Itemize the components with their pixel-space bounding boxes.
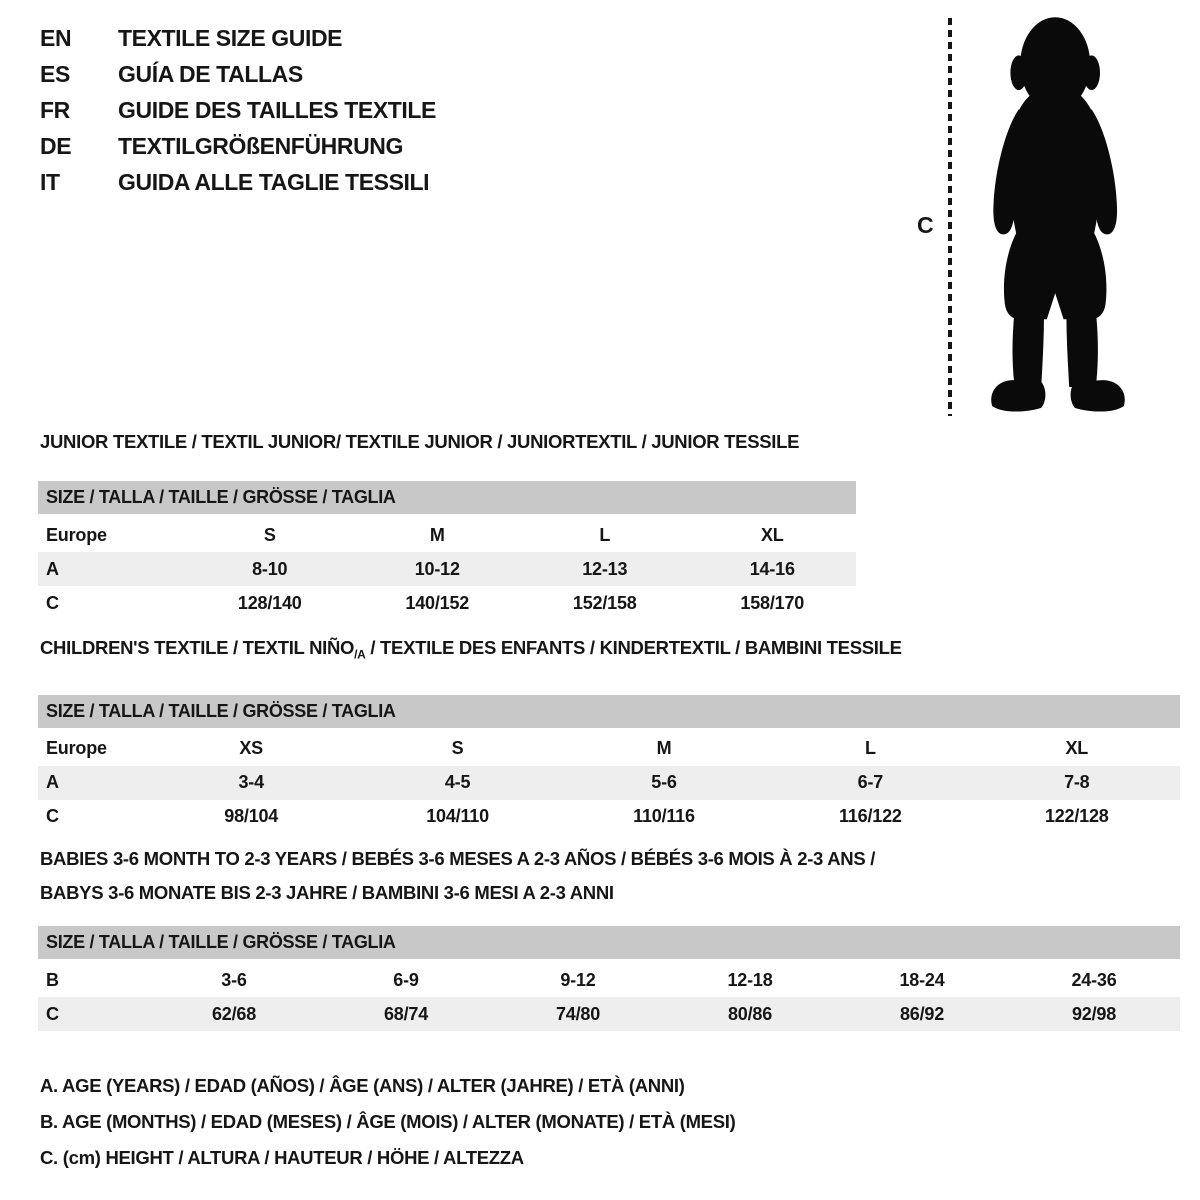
table-row [38, 516, 856, 552]
note-line-c: C. (cm) HEIGHT / ALTURA / HAUTEUR / HÖHE / ALTEZZA [40, 1147, 524, 1168]
table-cell: L [864, 738, 876, 759]
row-label: C [46, 1003, 59, 1024]
table-cell: 18-24 [899, 969, 945, 990]
table-cell: 10-12 [414, 558, 460, 579]
legend-notes [40, 1068, 735, 1176]
section-title [40, 636, 1180, 667]
language-code: IT [40, 168, 60, 195]
table-cell: 8-10 [252, 558, 288, 579]
table-cell: XL [1065, 738, 1089, 759]
section-title [40, 842, 1180, 910]
table-cell: 68/74 [383, 1003, 429, 1024]
language-title: TEXTILGRÖßENFÜHRUNG [118, 132, 403, 159]
height-measure-line [948, 18, 952, 416]
table-cell: S [263, 524, 276, 545]
table-cell: 74/80 [555, 1003, 601, 1024]
row-label: A [46, 772, 59, 793]
table-cell: 122/128 [1044, 806, 1109, 827]
language-code: DE [40, 132, 72, 159]
row-label: C [46, 806, 59, 827]
table-row [38, 766, 1180, 800]
table-row [38, 961, 1180, 997]
table-row [38, 730, 1180, 766]
language-row-en [40, 20, 436, 56]
title-text: CHILDREN'S TEXTILE / TEXTIL NIÑO [40, 637, 355, 658]
table-cell: 92/98 [1071, 1003, 1117, 1024]
table-cell: 116/122 [839, 806, 902, 827]
title-text: / TEXTILE DES ENFANTS / KINDERTEXTIL / BAMBINI TESSILE [365, 637, 902, 658]
note-line-b: B. AGE (MONTHS) / EDAD (MESES) / ÂGE (MOIS) / ALTER (MONATE) / ETÀ (MESI) [40, 1111, 736, 1132]
junior-size-table [38, 481, 856, 620]
table-cell: 9-12 [560, 969, 596, 990]
children-size-table [38, 695, 1180, 834]
table-cell: 80/86 [727, 1003, 773, 1024]
language-code: FR [40, 96, 70, 123]
language-code: EN [40, 24, 72, 51]
table-cell: 12-13 [582, 558, 628, 579]
table-cell: 62/68 [211, 1003, 257, 1024]
size-header-bar: SIZE / TALLA / TAILLE / GRÖSSE / TAGLIA [38, 695, 1180, 730]
table-cell: S [451, 738, 464, 759]
section-junior-textile [38, 430, 856, 620]
baby-silhouette-icon [967, 12, 1149, 420]
babies-size-table [38, 926, 1180, 1031]
table-cell: 24-36 [1071, 969, 1117, 990]
table-cell: 140/152 [405, 592, 470, 613]
language-row-es [40, 56, 436, 92]
language-row-de [40, 128, 436, 164]
table-cell: M [429, 524, 445, 545]
language-title: TEXTILE SIZE GUIDE [118, 24, 343, 51]
table-cell: 3-6 [221, 969, 247, 990]
table-cell: 110/116 [633, 806, 695, 827]
row-label: C [46, 592, 59, 613]
language-title: GUIDA ALLE TAGLIE TESSILI [118, 168, 430, 195]
table-cell: 12-18 [727, 969, 773, 990]
row-label: Europe [46, 738, 107, 759]
table-cell: 158/170 [740, 592, 805, 613]
language-row-fr [40, 92, 436, 128]
table-cell: 104/110 [426, 806, 489, 827]
height-figure [905, 10, 1165, 425]
size-header-bar: SIZE / TALLA / TAILLE / GRÖSSE / TAGLIA [38, 926, 1180, 961]
table-cell: 14-16 [749, 558, 795, 579]
language-title: GUIDE DES TAILLES TEXTILE [118, 96, 436, 123]
table-row [38, 800, 1180, 834]
table-cell: XL [760, 524, 784, 545]
table-cell: 6-7 [857, 772, 884, 793]
row-label: A [46, 558, 59, 579]
note-line-a: A. AGE (YEARS) / EDAD (AÑOS) / ÂGE (ANS) / ALTER (JAHRE) / ETÀ (ANNI) [40, 1075, 685, 1096]
title-subscript: /A [354, 647, 366, 662]
title-line: BABYS 3-6 MONATE BIS 2-3 JAHRE / BAMBINI 3-6 MESI A 2-3 ANNI [40, 882, 614, 903]
table-cell: 152/158 [572, 592, 637, 613]
table-cell: L [599, 524, 611, 545]
table-row [38, 552, 856, 586]
table-cell: 128/140 [237, 592, 302, 613]
title-line: BABIES 3-6 MONTH TO 2-3 YEARS / BEBÉS 3-6 MESES A 2-3 AÑOS / BÉBÉS 3-6 MOIS À 2-3 ANS / [40, 848, 876, 869]
table-cell: 4-5 [444, 772, 471, 793]
language-code: ES [40, 60, 70, 87]
table-cell: M [656, 738, 672, 759]
table-cell: 3-4 [238, 772, 264, 793]
language-header [40, 20, 436, 200]
height-measure-label: C [917, 212, 934, 238]
row-label: Europe [46, 524, 107, 545]
table-row [38, 586, 856, 620]
table-cell: 5-6 [651, 772, 677, 793]
table-cell: 7-8 [1064, 772, 1090, 793]
size-header-bar: SIZE / TALLA / TAILLE / GRÖSSE / TAGLIA [38, 481, 856, 516]
row-label: B [46, 969, 59, 990]
table-cell: 98/104 [224, 806, 279, 827]
language-row-it [40, 164, 436, 200]
table-row [38, 997, 1180, 1031]
section-children-textile [38, 636, 1180, 834]
table-cell: XS [239, 738, 263, 759]
language-title: GUÍA DE TALLAS [118, 60, 303, 87]
table-cell: 6-9 [393, 969, 419, 990]
section-title: JUNIOR TEXTILE / TEXTIL JUNIOR/ TEXTILE JUNIOR / JUNIORTEXTIL / JUNIOR TESSILE [40, 431, 800, 452]
section-babies-textile [38, 842, 1180, 1031]
table-cell: 86/92 [899, 1003, 945, 1024]
